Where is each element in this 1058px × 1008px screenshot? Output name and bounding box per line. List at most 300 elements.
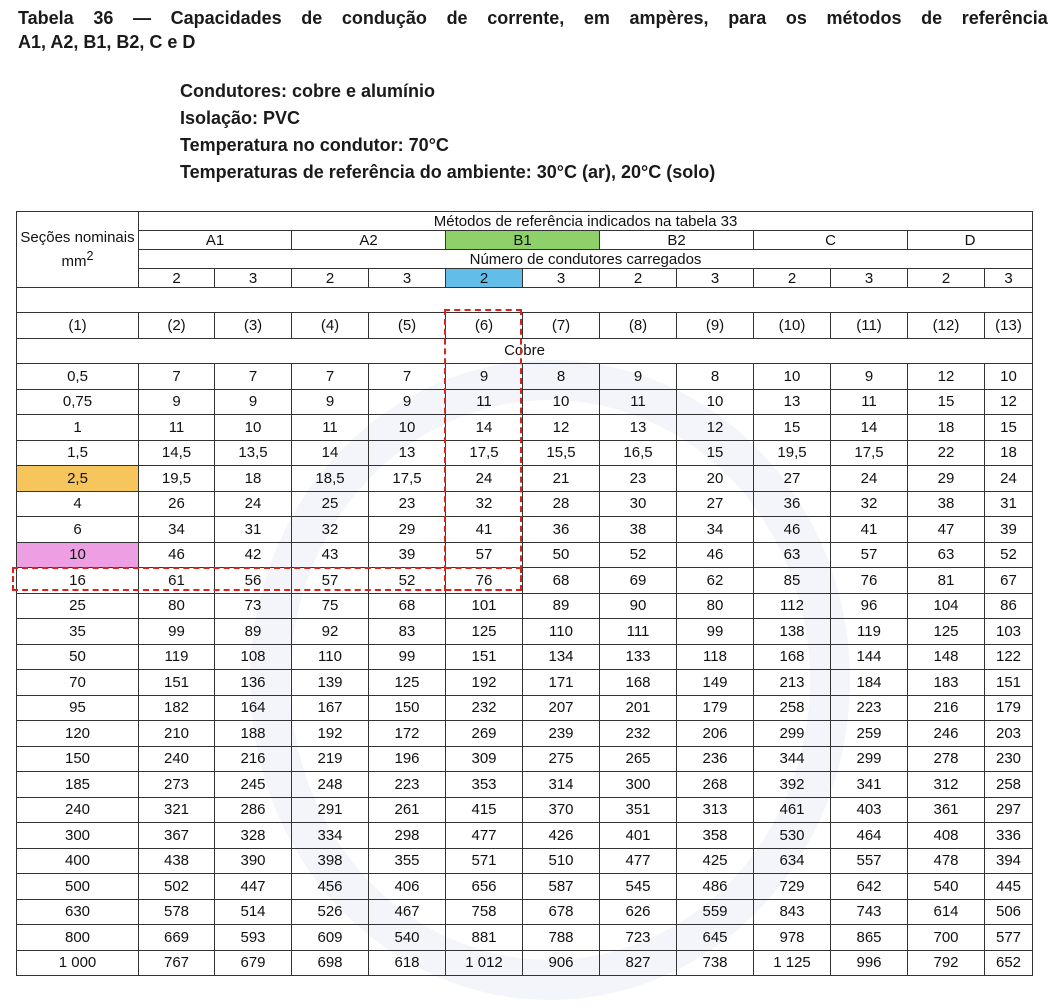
ampacity-cell: 275 <box>523 746 600 772</box>
ampacity-cell: 46 <box>754 517 831 543</box>
table-row <box>17 823 1033 849</box>
table-title-line-1 <box>18 6 1048 30</box>
section-cell: 16 <box>17 568 139 594</box>
ampacity-cell: 12 <box>908 364 985 390</box>
ampacity-cell: 626 <box>600 899 677 925</box>
ampacity-cell: 67 <box>985 568 1033 594</box>
ampacity-cell: 216 <box>908 695 985 721</box>
table-row <box>17 670 1033 696</box>
ampacity-cell: 578 <box>139 899 215 925</box>
ampacity-cell: 738 <box>677 950 754 976</box>
ampacity-cell: 18 <box>215 466 292 492</box>
ampacity-cell: 906 <box>523 950 600 976</box>
loaded-count-cell: 3 <box>831 269 908 288</box>
ampacity-cell: 9 <box>831 364 908 390</box>
ampacity-cell: 392 <box>754 772 831 798</box>
ampacity-cell: 14,5 <box>139 440 215 466</box>
table-row <box>17 721 1033 747</box>
ampacity-cell: 172 <box>369 721 446 747</box>
methods-header: Métodos de referência indicados na tabela 33 <box>139 212 1033 231</box>
ampacity-cell: 83 <box>369 619 446 645</box>
ampacity-cell: 136 <box>215 670 292 696</box>
ampacity-cell: 881 <box>446 925 523 951</box>
ampacity-cell: 309 <box>446 746 523 772</box>
ampacity-cell: 286 <box>215 797 292 823</box>
ampacity-cell: 118 <box>677 644 754 670</box>
loaded-count-cell: 2 <box>754 269 831 288</box>
section-cell: 70 <box>17 670 139 696</box>
ampacity-cell: 168 <box>754 644 831 670</box>
ampacity-cell: 232 <box>446 695 523 721</box>
ampacity-cell: 52 <box>600 542 677 568</box>
ampacity-cell: 75 <box>292 593 369 619</box>
ampacity-cell: 24 <box>446 466 523 492</box>
ampacity-cell: 540 <box>369 925 446 951</box>
column-numbers-row <box>17 313 1033 339</box>
ampacity-cell: 12 <box>985 389 1033 415</box>
ampacity-cell: 10 <box>523 389 600 415</box>
section-cell: 120 <box>17 721 139 747</box>
column-number-cell: (12) <box>908 313 985 339</box>
ampacity-cell: 52 <box>369 568 446 594</box>
ampacity-cell: 38 <box>600 517 677 543</box>
ampacity-cell: 827 <box>600 950 677 976</box>
ampacity-cell: 138 <box>754 619 831 645</box>
column-number-cell: (6) <box>446 313 523 339</box>
spec-ambient-temperature: Temperaturas de referência do ambiente: 30°C (ar), 20°C (solo) <box>180 162 716 182</box>
material-label: Cobre <box>17 338 1033 364</box>
ampacity-cell: 8 <box>677 364 754 390</box>
ampacity-cell: 38 <box>908 491 985 517</box>
ampacity-cell: 19,5 <box>754 440 831 466</box>
ampacity-cell: 467 <box>369 899 446 925</box>
ampacity-cell: 15 <box>985 415 1033 441</box>
ampacity-cell: 461 <box>754 797 831 823</box>
ampacity-cell: 506 <box>985 899 1033 925</box>
ampacity-cell: 425 <box>677 848 754 874</box>
ampacity-cell: 43 <box>292 542 369 568</box>
title-word: condução <box>341 8 427 28</box>
ampacity-cell: 99 <box>369 644 446 670</box>
table-row <box>17 389 1033 415</box>
ampacity-cell: 196 <box>369 746 446 772</box>
table-row <box>17 644 1033 670</box>
ampacity-cell: 210 <box>139 721 215 747</box>
ampacity-cell: 10 <box>754 364 831 390</box>
title-word: corrente, <box>487 8 565 28</box>
ampacity-cell: 9 <box>292 389 369 415</box>
header-row-method-names <box>17 231 1033 250</box>
spec-insulation: Isolação: PVC <box>180 108 301 128</box>
ampacity-cell: 110 <box>523 619 600 645</box>
ampacity-cell: 104 <box>908 593 985 619</box>
ampacity-cell: 151 <box>985 670 1033 696</box>
ampacity-cell: 1 125 <box>754 950 831 976</box>
method-b1: B1 <box>446 231 600 250</box>
loaded-count-cell: 2 <box>139 269 215 288</box>
ampacity-cell: 767 <box>139 950 215 976</box>
ampacity-cell: 9 <box>139 389 215 415</box>
ampacity-cell: 164 <box>215 695 292 721</box>
ampacity-cell: 22 <box>908 440 985 466</box>
table-row <box>17 364 1033 390</box>
ampacity-cell: 14 <box>446 415 523 441</box>
ampacity-cell: 17,5 <box>446 440 523 466</box>
ampacity-cell: 103 <box>985 619 1033 645</box>
ampacity-cell: 7 <box>215 364 292 390</box>
ampacity-cell: 28 <box>523 491 600 517</box>
loaded-count-cell: 2 <box>908 269 985 288</box>
ampacity-cell: 99 <box>677 619 754 645</box>
ampacity-cell: 10 <box>677 389 754 415</box>
ampacity-cell: 223 <box>831 695 908 721</box>
ampacity-cell: 299 <box>754 721 831 747</box>
title-word: de <box>921 8 943 28</box>
ampacity-cell: 743 <box>831 899 908 925</box>
ampacity-cell: 239 <box>523 721 600 747</box>
ampacity-cell: 478 <box>908 848 985 874</box>
section-cell: 25 <box>17 593 139 619</box>
ampacity-cell: 27 <box>677 491 754 517</box>
ampacity-cell: 73 <box>215 593 292 619</box>
ampacity-cell: 34 <box>139 517 215 543</box>
ampacity-cell: 278 <box>908 746 985 772</box>
ampacity-cell: 246 <box>908 721 985 747</box>
column-number-cell: (4) <box>292 313 369 339</box>
header-row-methods <box>17 212 1033 231</box>
ampacity-cell: 144 <box>831 644 908 670</box>
ampacity-cell: 758 <box>446 899 523 925</box>
title-word: Capacidades <box>170 8 282 28</box>
ampacity-cell: 261 <box>369 797 446 823</box>
ampacity-cell: 230 <box>985 746 1033 772</box>
ampacity-cell: 46 <box>139 542 215 568</box>
ampacity-cell: 32 <box>831 491 908 517</box>
ampacity-cell: 11 <box>139 415 215 441</box>
ampacity-cell: 201 <box>600 695 677 721</box>
ampacity-cell: 11 <box>292 415 369 441</box>
ampacity-cell: 13 <box>754 389 831 415</box>
ampacity-cell: 30 <box>600 491 677 517</box>
table-row <box>17 746 1033 772</box>
ampacity-cell: 125 <box>446 619 523 645</box>
ampacity-cell: 679 <box>215 950 292 976</box>
spec-temperature: Temperatura no condutor: 70°C <box>180 135 449 155</box>
loaded-count-cell: 2 <box>446 269 523 288</box>
ampacity-cell: 99 <box>139 619 215 645</box>
ampacity-cell: 8 <box>523 364 600 390</box>
ampacity-cell: 57 <box>292 568 369 594</box>
ampacity-cell: 723 <box>600 925 677 951</box>
ampacity-cell: 57 <box>831 542 908 568</box>
ampacity-cell: 9 <box>369 389 446 415</box>
ampacity-cell: 80 <box>139 593 215 619</box>
table-row <box>17 440 1033 466</box>
ampacity-cell: 24 <box>985 466 1033 492</box>
loaded-count-cell: 3 <box>215 269 292 288</box>
ampacity-cell: 240 <box>139 746 215 772</box>
ampacity-cell: 57 <box>446 542 523 568</box>
table-row <box>17 568 1033 594</box>
section-cell: 500 <box>17 874 139 900</box>
ampacity-cell: 618 <box>369 950 446 976</box>
ampacity-cell: 351 <box>600 797 677 823</box>
ampacity-cell: 179 <box>985 695 1033 721</box>
title-word: de <box>446 8 468 28</box>
ampacity-cell: 24 <box>215 491 292 517</box>
ampacity-cell: 110 <box>292 644 369 670</box>
ampacity-cell: 258 <box>985 772 1033 798</box>
ampacity-cell: 729 <box>754 874 831 900</box>
ampacity-cell: 36 <box>754 491 831 517</box>
ampacity-cell: 298 <box>369 823 446 849</box>
loaded-count-cell: 3 <box>677 269 754 288</box>
ampacity-cell: 355 <box>369 848 446 874</box>
sections-unit-exponent: 2 <box>86 249 94 263</box>
title-word: 36 <box>93 8 114 28</box>
ampacity-cell: 10 <box>215 415 292 441</box>
section-cell: 800 <box>17 925 139 951</box>
section-cell: 1 <box>17 415 139 441</box>
ampacity-cell: 336 <box>985 823 1033 849</box>
ampacity-cell: 273 <box>139 772 215 798</box>
table-row <box>17 593 1033 619</box>
ampacity-cell: 219 <box>292 746 369 772</box>
spec-conductors: Condutores: cobre e alumínio <box>180 81 436 101</box>
table-row <box>17 517 1033 543</box>
title-word: de <box>301 8 323 28</box>
ampacity-cell: 502 <box>139 874 215 900</box>
ampacity-cell: 27 <box>754 466 831 492</box>
ampacity-cell: 14 <box>831 415 908 441</box>
ampacity-cell: 192 <box>292 721 369 747</box>
ampacity-cell: 299 <box>831 746 908 772</box>
ampacity-cell: 652 <box>985 950 1033 976</box>
ampacity-cell: 89 <box>523 593 600 619</box>
ampacity-cell: 31 <box>215 517 292 543</box>
ampacity-cell: 17,5 <box>831 440 908 466</box>
ampacity-cell: 232 <box>600 721 677 747</box>
ampacity-cell: 669 <box>139 925 215 951</box>
ampacity-cell: 401 <box>600 823 677 849</box>
ampacity-cell: 477 <box>600 848 677 874</box>
table-row <box>17 772 1033 798</box>
column-number-cell: (8) <box>600 313 677 339</box>
ampacity-cell: 843 <box>754 899 831 925</box>
title-word: ampères, <box>629 8 709 28</box>
ampacity-cell: 29 <box>369 517 446 543</box>
ampacity-cell: 540 <box>908 874 985 900</box>
ampacity-cell: 119 <box>139 644 215 670</box>
ampacity-cell: 11 <box>600 389 677 415</box>
blank-cell <box>17 288 1033 313</box>
ampacity-cell: 46 <box>677 542 754 568</box>
ampacity-cell: 61 <box>139 568 215 594</box>
sections-header-label: Seções nominais <box>20 229 135 246</box>
ampacity-cell: 678 <box>523 899 600 925</box>
ampacity-cell: 24 <box>831 466 908 492</box>
ampacity-cell: 168 <box>600 670 677 696</box>
ampacity-cell: 10 <box>369 415 446 441</box>
section-cell: 4 <box>17 491 139 517</box>
ampacity-cell: 13 <box>369 440 446 466</box>
ampacity-cell: 9 <box>446 364 523 390</box>
ampacity-cell: 510 <box>523 848 600 874</box>
section-cell: 95 <box>17 695 139 721</box>
method-c: C <box>754 231 908 250</box>
ampacity-cell: 614 <box>908 899 985 925</box>
ampacity-cell: 9 <box>215 389 292 415</box>
ampacity-cell: 477 <box>446 823 523 849</box>
material-row <box>17 338 1033 364</box>
ampacity-cell: 85 <box>754 568 831 594</box>
ampacity-cell: 223 <box>369 772 446 798</box>
ampacity-cell: 17,5 <box>369 466 446 492</box>
ampacity-cell: 50 <box>523 542 600 568</box>
title-word: em <box>583 8 610 28</box>
table-row <box>17 466 1033 492</box>
ampacity-cell: 1 012 <box>446 950 523 976</box>
section-cell: 150 <box>17 746 139 772</box>
ampacity-cell: 90 <box>600 593 677 619</box>
loaded-count-cell: 3 <box>369 269 446 288</box>
ampacity-cell: 76 <box>831 568 908 594</box>
ampacity-cell: 559 <box>677 899 754 925</box>
ampacity-cell: 39 <box>369 542 446 568</box>
ampacity-cell: 18,5 <box>292 466 369 492</box>
ampacity-cell: 52 <box>985 542 1033 568</box>
ampacity-cell: 11 <box>446 389 523 415</box>
ampacity-cell: 15 <box>754 415 831 441</box>
sections-unit: mm <box>61 253 87 270</box>
ampacity-cell: 314 <box>523 772 600 798</box>
section-cell: 1 000 <box>17 950 139 976</box>
ampacity-cell: 406 <box>369 874 446 900</box>
ampacity-cell: 25 <box>292 491 369 517</box>
method-a2: A2 <box>292 231 446 250</box>
section-cell: 0,5 <box>17 364 139 390</box>
loaded-count-cell: 2 <box>292 269 369 288</box>
ampacity-cell: 32 <box>446 491 523 517</box>
table-row <box>17 542 1033 568</box>
ampacity-cell: 148 <box>908 644 985 670</box>
ampacity-cell: 328 <box>215 823 292 849</box>
ampacity-cell: 426 <box>523 823 600 849</box>
ampacity-cell: 403 <box>831 797 908 823</box>
ampacity-cell: 13 <box>600 415 677 441</box>
ampacity-cell: 63 <box>908 542 985 568</box>
ampacity-cell: 571 <box>446 848 523 874</box>
table-row <box>17 899 1033 925</box>
ampacity-cell: 108 <box>215 644 292 670</box>
ampacity-cell: 21 <box>523 466 600 492</box>
section-cell: 400 <box>17 848 139 874</box>
title-word: para <box>728 8 767 28</box>
ampacity-cell: 41 <box>446 517 523 543</box>
table-row <box>17 950 1033 976</box>
table-row <box>17 874 1033 900</box>
ampacity-cell: 245 <box>215 772 292 798</box>
column-number-cell: (5) <box>369 313 446 339</box>
ampacity-cell: 32 <box>292 517 369 543</box>
ampacity-cell: 216 <box>215 746 292 772</box>
ampacity-cell: 92 <box>292 619 369 645</box>
ampacity-cell: 642 <box>831 874 908 900</box>
ampacity-cell: 656 <box>446 874 523 900</box>
ampacity-cell: 545 <box>600 874 677 900</box>
ampacity-cell: 183 <box>908 670 985 696</box>
ampacity-cell: 609 <box>292 925 369 951</box>
ampacity-cell: 167 <box>292 695 369 721</box>
column-number-cell: (13) <box>985 313 1033 339</box>
ampacity-cell: 26 <box>139 491 215 517</box>
ampacity-cell: 23 <box>369 491 446 517</box>
ampacity-cell: 341 <box>831 772 908 798</box>
ampacity-cell: 56 <box>215 568 292 594</box>
loaded-conductors-header: Número de condutores carregados <box>139 250 1033 269</box>
method-d: D <box>908 231 1033 250</box>
header-row-loaded <box>17 250 1033 269</box>
ampacity-cell: 865 <box>831 925 908 951</box>
blank-row <box>17 288 1033 313</box>
column-number-cell: (11) <box>831 313 908 339</box>
ampacity-cell: 248 <box>292 772 369 798</box>
ampacity-cell: 370 <box>523 797 600 823</box>
ampacity-cell: 47 <box>908 517 985 543</box>
ampacity-cell: 150 <box>369 695 446 721</box>
ampacity-cell: 291 <box>292 797 369 823</box>
ampacity-cell: 394 <box>985 848 1033 874</box>
table-title <box>18 6 1048 54</box>
ampacity-cell: 464 <box>831 823 908 849</box>
ampacity-cell: 456 <box>292 874 369 900</box>
ampacity-cell: 39 <box>985 517 1033 543</box>
ampacity-cell: 96 <box>831 593 908 619</box>
ampacity-cell: 15 <box>677 440 754 466</box>
ampacity-cell: 151 <box>139 670 215 696</box>
table-row <box>17 491 1033 517</box>
ampacity-cell: 445 <box>985 874 1033 900</box>
column-number-cell: (9) <box>677 313 754 339</box>
section-cell: 50 <box>17 644 139 670</box>
ampacity-cell: 213 <box>754 670 831 696</box>
ampacity-cell: 36 <box>523 517 600 543</box>
ampacity-cell: 179 <box>677 695 754 721</box>
ampacity-cell: 41 <box>831 517 908 543</box>
ampacity-cell: 258 <box>754 695 831 721</box>
ampacity-cell: 514 <box>215 899 292 925</box>
ampacity-cell: 23 <box>600 466 677 492</box>
ampacity-cell: 486 <box>677 874 754 900</box>
ampacity-cell: 321 <box>139 797 215 823</box>
ampacity-cell: 408 <box>908 823 985 849</box>
section-cell: 630 <box>17 899 139 925</box>
table-specifications <box>180 78 715 186</box>
table-title-line-2: A1, A2, B1, B2, C e D <box>18 32 196 52</box>
ampacity-cell: 68 <box>523 568 600 594</box>
ampacity-cell: 149 <box>677 670 754 696</box>
ampacity-cell: 297 <box>985 797 1033 823</box>
ampacity-cell: 69 <box>600 568 677 594</box>
ampacity-cell: 89 <box>215 619 292 645</box>
ampacity-cell: 18 <box>985 440 1033 466</box>
ampacity-cell: 119 <box>831 619 908 645</box>
ampacity-cell: 16,5 <box>600 440 677 466</box>
ampacity-cell: 19,5 <box>139 466 215 492</box>
ampacity-cell: 344 <box>754 746 831 772</box>
column-number-cell: (10) <box>754 313 831 339</box>
title-word: métodos <box>826 8 902 28</box>
